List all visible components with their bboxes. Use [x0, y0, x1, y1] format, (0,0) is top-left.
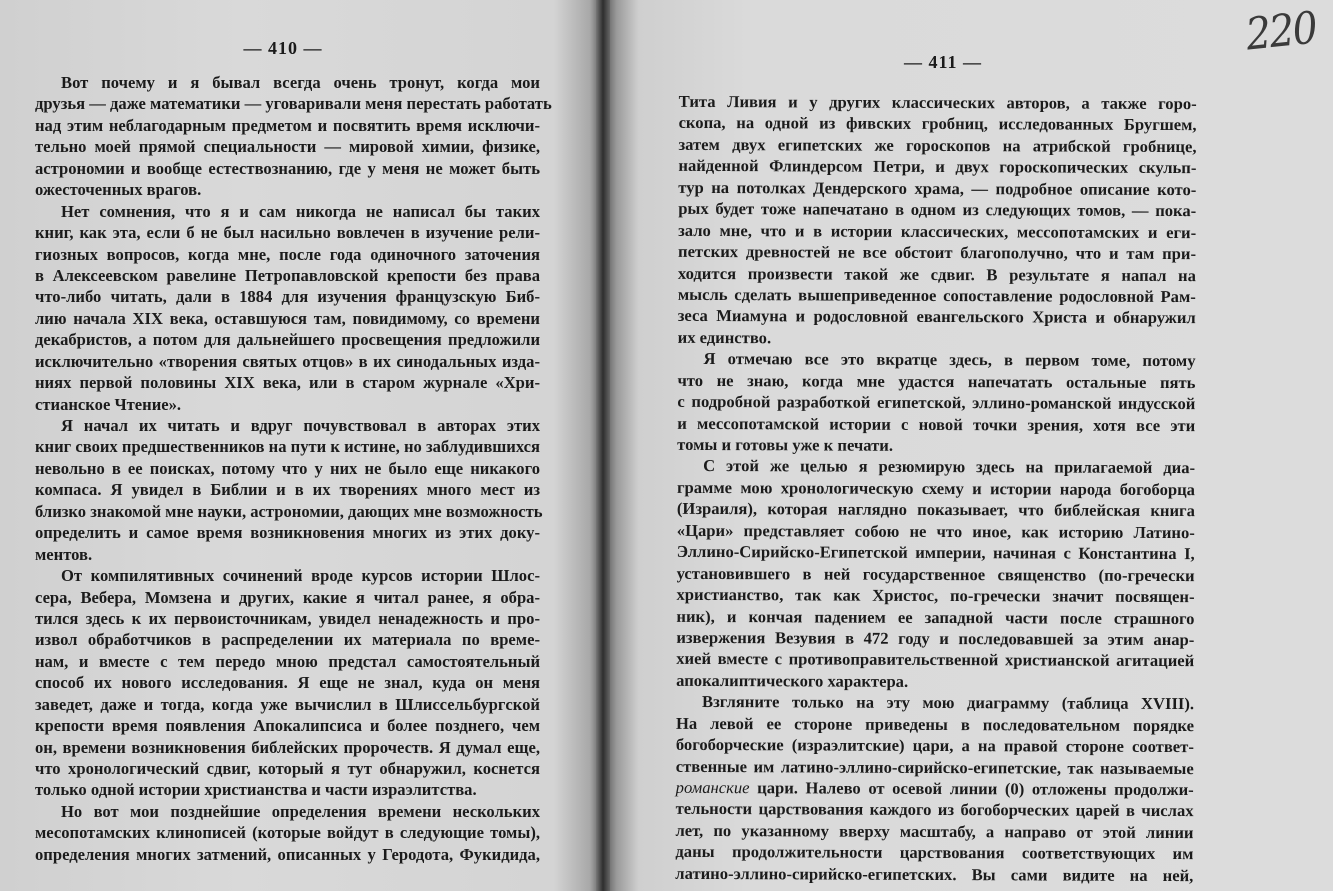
text-line: с подробной разработкой египетской, эллино-романской индусской	[677, 391, 1196, 414]
text-line: стианское Чтение».	[35, 394, 182, 414]
text-line: С этой же целью я резюмирую здесь на прилагаемой диа-	[703, 456, 1196, 478]
text-line: их единство.	[677, 327, 772, 348]
text-line: тился здесь к их первоисточникам, увидел ненадежность и про-	[35, 608, 540, 628]
text-line: он, времени возникновения библейских пророчеств. Я думал еще,	[35, 737, 540, 757]
text-line: хией вместе с противоправительственной христианской агитацией	[676, 649, 1195, 671]
paragraph	[676, 455, 1195, 693]
text-line: ник), и кончая падением ее западной части после страшного	[676, 606, 1195, 628]
page-number: — 411 —	[903, 52, 983, 72]
text-span: цари. Налево от осевой линии (0) отложены продолжи-	[749, 778, 1194, 800]
text-line: установившего в ней государственное священство (по-гречески	[676, 563, 1195, 585]
text-line: затем двух египетских же гороскопов на атрибской гробнице,	[678, 134, 1197, 157]
text-line: христианство, так как Христос, по-гречески значит посвящен-	[676, 584, 1195, 607]
text-line: зеса Миамуна и родословной евангельского Христа и обнаружил	[677, 306, 1196, 328]
left-page	[0, 0, 602, 891]
page-text-left	[35, 72, 552, 865]
paragraph	[35, 565, 540, 801]
text-line: ниях первой половины XIX века, или в старом журнале «Хри-	[35, 373, 540, 393]
text-line: зало мне, что и в истории классических, мессопотамских и еги-	[678, 220, 1197, 242]
text-line: томы и готовы уже к печати.	[677, 434, 894, 455]
text-line: грамме мою хронологическую схему и истории народа богоборца	[676, 477, 1196, 500]
text-line: крепости время появления Апокалипсиса и более позднего, чем	[35, 716, 540, 736]
text-line: лию начала XIX века, оставшуюся там, повидимому, со времени	[35, 308, 540, 328]
text-line: компаса. Я увидел в Библии и в их творениях много мест из	[35, 480, 540, 500]
text-line: друзья — даже математики — уговаривали меня перестать работать	[35, 94, 552, 114]
italic-word: романские	[675, 777, 750, 798]
text-line: декабристов, а потом для дальнейшего просвещения предложили	[35, 330, 540, 350]
text-line: нам, и вместе с тем передо мною предстал самостоятельный	[35, 651, 540, 671]
right-page	[602, 0, 1333, 891]
text-line: Нет сомнения, что я и сам никогда не написал бы таких	[61, 201, 540, 221]
text-line: ожесточенных врагов.	[35, 180, 202, 200]
paragraph	[35, 415, 543, 565]
text-line: невольно в ее поисках, потому что у них не было еще никакого	[35, 458, 540, 478]
text-line: гиозных вопросов, когда мне, после года одиночного заточения	[35, 244, 540, 264]
text-line: петских древностей не все обстоит благополучно, что и там при-	[677, 241, 1197, 264]
text-line: Тита Ливия и у других классических авторов, а также горо-	[678, 91, 1197, 114]
text-line: От компилятивных сочинений вроде курсов истории Шлос-	[61, 566, 540, 586]
text-line: тельности царствования каждого из богоборческих царей в числах	[675, 799, 1194, 821]
text-line: найденной Флиндерсом Петри, и двух гороскопических скульп-	[678, 156, 1197, 178]
text-line: апокалиптического характера.	[676, 670, 909, 691]
text-line: близко знакомой мне науки, астрономии, дающих мне возможность	[35, 501, 543, 521]
text-line: латино-эллино-сирийско-египетских. Вы сами видите на ней,	[675, 863, 1194, 885]
handwritten-page-number: 220	[1243, 2, 1319, 61]
text-line: (Израиля), которая наглядно показывает, что библейская книга	[676, 499, 1195, 521]
paragraph	[35, 72, 552, 201]
text-line: способ их нового исследования. Я еще не знал, куда он меня	[35, 673, 540, 693]
text-line: астрономии и вообще естествознанию, где у меня не может быть	[35, 158, 540, 178]
page-text-right	[675, 91, 1196, 886]
text-line: и мессопотамской истории с новой точки зрения, хотя все эти	[677, 413, 1196, 435]
text-line: что не знаю, когда мне удастся напечатать остальные пять	[677, 370, 1196, 392]
book-gutter	[596, 0, 610, 891]
text-line: тур на потолках Дендерского храма, — подробное описание кото-	[678, 177, 1197, 199]
text-line: исключительно «творения святых отцов» в их синодальных изда-	[35, 351, 540, 371]
text-line: тельно моей прямой специальности — мировой химии, физике,	[35, 137, 540, 157]
text-line: извол обработчиков в распределении их материала по време-	[35, 630, 540, 650]
text-line: что-либо читать, дали в 1884 для изучения французскую Биб-	[35, 287, 540, 307]
text-line: над этим неблагодарным предметом и посвятить время исключи-	[35, 115, 540, 135]
text-line: скопа, на одной из фивских гробниц, исследованных Бругшем,	[678, 113, 1197, 135]
text-line: только одной истории христианства и части израэлитства.	[35, 780, 477, 800]
text-line: заведет, даже и тогда, когда уже вычислил в Шлиссельбургской	[35, 694, 540, 714]
text-line: Я начал их читать и вдруг почувствовал в авторах этих	[61, 416, 540, 435]
text-line: ственные им латино-эллино-сирийско-египетские, так называемые	[675, 756, 1194, 778]
page-number: — 410 —	[243, 38, 323, 58]
text-line: месопотамских клинописей (которые войдут в следующие томы),	[35, 823, 540, 843]
text-line: мысль сделать вышеприведенное сопоставление родословной Рам-	[677, 284, 1196, 307]
paragraph	[677, 348, 1195, 457]
paragraph	[35, 201, 540, 415]
text-line: Вот почему и я бывал всегда очень тронут, когда мои	[61, 73, 540, 92]
text-line: книг, как эта, если б не был насильно вовлечен в изучение рели-	[35, 223, 540, 243]
text-line: определить и самое время возникновения многих из этих доку-	[35, 523, 540, 543]
text-line: лет, по указанному вверху масштабу, а направо от этой линии	[675, 820, 1194, 843]
text-line: сера, Вебера, Момзена и других, какие я читал ранее, я обра-	[35, 587, 540, 607]
text-line: Я отмечаю все это вкратце здесь, в первом томе, потому	[703, 349, 1196, 371]
text-line: богоборческие (израэлитские) цари, а на правой стороне соответ-	[675, 734, 1194, 757]
paragraph	[675, 691, 1194, 886]
text-line: Но вот мои позднейшие определения времени нескольких	[61, 801, 540, 821]
text-line: ходится произвести такой же сдвиг. В результате я напал на	[677, 263, 1196, 285]
text-line: «Цари» представляет собою не что иное, как историю Латино-	[676, 520, 1195, 542]
paragraph	[35, 801, 540, 865]
text-line: ментов.	[35, 544, 93, 564]
text-line: книг своих предшественников на пути к истине, но заблудившихся	[35, 437, 541, 457]
text-line: рых будет тоже напечатано в одном из следующих томов, — пока-	[678, 199, 1197, 221]
text-line	[676, 777, 1194, 801]
text-line: Взгляните только на эту мою диаграмму (таблица XVIII).	[702, 692, 1195, 714]
text-line: даны продолжительности царствования соответствующих им	[675, 842, 1194, 864]
text-line: в Алексеевском равелине Петропавловской крепости без права	[35, 265, 540, 285]
text-line: извержения Везувия в 472 году и последовавшей за этим анар-	[676, 627, 1195, 650]
text-line: что хронологический сдвиг, который я тут обнаружил, коснется	[35, 759, 540, 778]
text-line: Эллино-Сирийско-Египетской империи, начиная с Константина I,	[676, 542, 1195, 564]
text-line: определения многих затмений, описанных у Геродота, Фукидида,	[35, 844, 540, 864]
text-line: На левой ее стороне приведены в последовательном порядке	[675, 713, 1195, 735]
paragraph	[678, 91, 1197, 351]
